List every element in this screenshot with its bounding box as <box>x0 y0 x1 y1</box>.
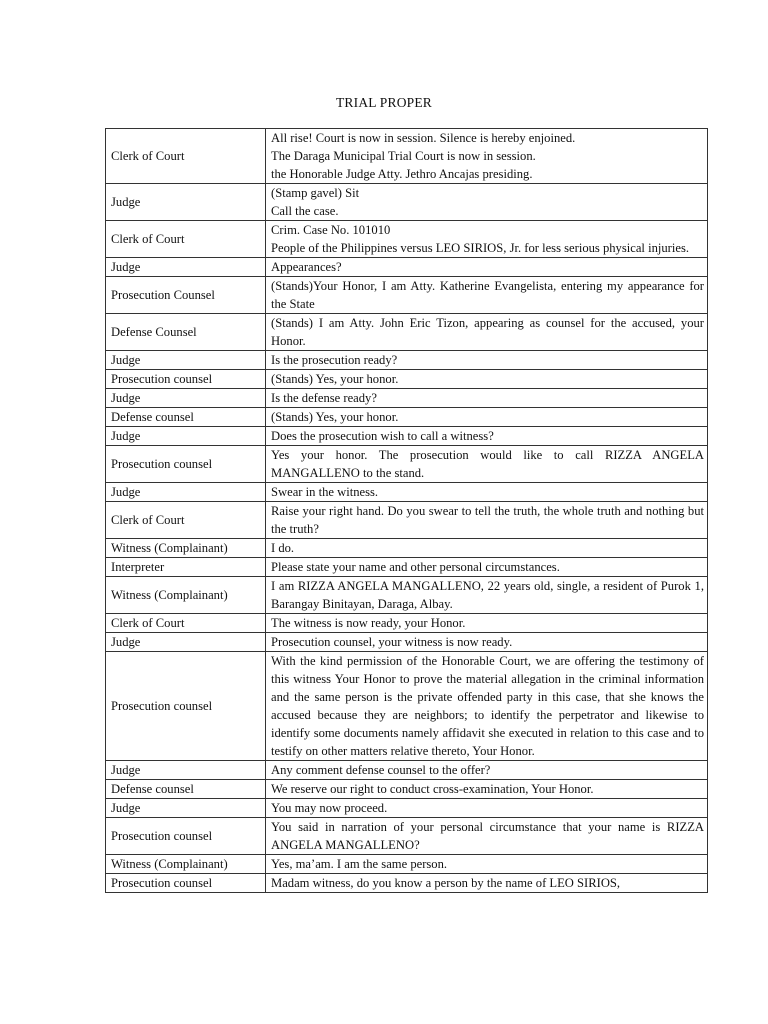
dialogue-cell <box>266 799 708 818</box>
dialogue-line: Swear in the witness. <box>271 485 379 499</box>
speaker-cell: Prosecution counsel <box>106 370 266 389</box>
dialogue-cell <box>266 314 708 351</box>
dialogue-line: (Stands) Yes, your honor. <box>271 372 399 386</box>
script-row <box>106 818 708 855</box>
script-row <box>106 577 708 614</box>
script-row <box>106 855 708 874</box>
dialogue-line: I do. <box>271 541 295 555</box>
speaker-cell: Judge <box>106 799 266 818</box>
dialogue-cell <box>266 129 708 184</box>
dialogue-line: Madam witness, do you know a person by the name of LEO SIRIOS, <box>271 876 621 890</box>
speaker-cell: Judge <box>106 389 266 408</box>
dialogue-line: The Daraga Municipal Trial Court is now in session. <box>271 149 536 163</box>
trial-script-body <box>106 129 708 893</box>
speaker-cell: Prosecution Counsel <box>106 277 266 314</box>
script-row <box>106 351 708 370</box>
script-row <box>106 389 708 408</box>
dialogue-line: The witness is now ready, your Honor. <box>271 616 466 630</box>
dialogue-cell <box>266 614 708 633</box>
dialogue-cell <box>266 633 708 652</box>
speaker-cell: Clerk of Court <box>106 614 266 633</box>
dialogue-line: Crim. Case No. 101010 <box>271 223 391 237</box>
dialogue-line: I am RIZZA ANGELA MANGALLENO, 22 years old, single, a resident of Purok 1, Barangay Binitayan, Daraga, Albay. <box>271 579 704 611</box>
dialogue-line: Yes, ma’am. I am the same person. <box>271 857 448 871</box>
script-row <box>106 761 708 780</box>
script-row <box>106 221 708 258</box>
speaker-cell: Defense Counsel <box>106 314 266 351</box>
dialogue-line: People of the Philippines versus LEO SIRIOS, Jr. for less serious physical injuries. <box>271 241 690 255</box>
speaker-cell: Interpreter <box>106 558 266 577</box>
script-row <box>106 427 708 446</box>
speaker-cell: Judge <box>106 184 266 221</box>
dialogue-cell <box>266 389 708 408</box>
speaker-cell: Witness (Complainant) <box>106 577 266 614</box>
speaker-cell: Judge <box>106 761 266 780</box>
script-row <box>106 314 708 351</box>
dialogue-cell <box>266 874 708 893</box>
script-row <box>106 799 708 818</box>
script-row <box>106 483 708 502</box>
dialogue-cell <box>266 780 708 799</box>
dialogue-line: You said in narration of your personal circumstance that your name is RIZZA ANGELA MANGALLENO? <box>271 820 704 852</box>
speaker-cell: Defense counsel <box>106 408 266 427</box>
speaker-cell: Prosecution counsel <box>106 874 266 893</box>
speaker-cell: Prosecution counsel <box>106 818 266 855</box>
dialogue-line: Raise your right hand. Do you swear to tell the truth, the whole truth and nothing but the truth? <box>271 504 704 536</box>
speaker-cell: Prosecution counsel <box>106 446 266 483</box>
script-row <box>106 502 708 539</box>
trial-script-table <box>105 128 708 893</box>
dialogue-line: Prosecution counsel, your witness is now ready. <box>271 635 513 649</box>
dialogue-line: Any comment defense counsel to the offer? <box>271 763 491 777</box>
dialogue-line: (Stands) I am Atty. John Eric Tizon, appearing as counsel for the accused, your Honor. <box>271 316 704 348</box>
speaker-cell: Judge <box>106 427 266 446</box>
speaker-cell: Witness (Complainant) <box>106 855 266 874</box>
dialogue-line: All rise! Court is now in session. Silence is hereby enjoined. <box>271 131 576 145</box>
script-row <box>106 258 708 277</box>
script-row <box>106 539 708 558</box>
dialogue-cell <box>266 818 708 855</box>
dialogue-cell <box>266 277 708 314</box>
script-row <box>106 780 708 799</box>
dialogue-line: (Stamp gavel) Sit <box>271 186 360 200</box>
dialogue-cell <box>266 539 708 558</box>
dialogue-cell <box>266 855 708 874</box>
dialogue-cell <box>266 761 708 780</box>
dialogue-cell <box>266 577 708 614</box>
speaker-cell: Clerk of Court <box>106 221 266 258</box>
dialogue-line: (Stands) Yes, your honor. <box>271 410 399 424</box>
dialogue-line: With the kind permission of the Honorable Court, we are offering the testimony of this witness Your Honor to prove the material allegation in the criminal information and the same person is the private offended party in this case, that she knows the accused because they are neighbors; to identify the perpetrator and likewise to identify some documents namely affidavit she executed in relation to this case and to testify on other matters relative thereto, Your Honor. <box>271 654 704 758</box>
dialogue-line: Appearances? <box>271 260 342 274</box>
speaker-cell: Judge <box>106 351 266 370</box>
dialogue-line: (Stands)Your Honor, I am Atty. Katherine Evangelista, entering my appearance for the State <box>271 279 704 311</box>
dialogue-cell <box>266 652 708 761</box>
script-row <box>106 370 708 389</box>
dialogue-cell <box>266 258 708 277</box>
dialogue-line: Yes your honor. The prosecution would like to call RIZZA ANGELA MANGALLENO to the stand. <box>271 448 704 480</box>
dialogue-cell <box>266 370 708 389</box>
speaker-cell: Clerk of Court <box>106 129 266 184</box>
speaker-cell: Judge <box>106 633 266 652</box>
script-row <box>106 874 708 893</box>
speaker-cell: Witness (Complainant) <box>106 539 266 558</box>
dialogue-line: Please state your name and other personal circumstances. <box>271 560 560 574</box>
script-row <box>106 614 708 633</box>
speaker-cell: Judge <box>106 258 266 277</box>
speaker-cell: Prosecution counsel <box>106 652 266 761</box>
dialogue-cell <box>266 221 708 258</box>
speaker-cell: Judge <box>106 483 266 502</box>
dialogue-line: You may now proceed. <box>271 801 388 815</box>
dialogue-cell <box>266 408 708 427</box>
speaker-cell: Defense counsel <box>106 780 266 799</box>
dialogue-cell <box>266 502 708 539</box>
script-row <box>106 408 708 427</box>
dialogue-line: Does the prosecution wish to call a witness? <box>271 429 494 443</box>
dialogue-line: We reserve our right to conduct cross-examination, Your Honor. <box>271 782 594 796</box>
script-row <box>106 184 708 221</box>
dialogue-line: the Honorable Judge Atty. Jethro Ancajas presiding. <box>271 167 533 181</box>
dialogue-cell <box>266 184 708 221</box>
dialogue-cell <box>266 427 708 446</box>
script-row <box>106 277 708 314</box>
page-title: TRIAL PROPER <box>335 95 433 110</box>
script-row <box>106 633 708 652</box>
dialogue-cell <box>266 483 708 502</box>
script-row <box>106 558 708 577</box>
dialogue-line: Is the defense ready? <box>271 391 377 405</box>
dialogue-cell <box>266 446 708 483</box>
script-row <box>106 652 708 761</box>
script-row <box>106 129 708 184</box>
script-row <box>106 446 708 483</box>
dialogue-cell <box>266 558 708 577</box>
dialogue-cell <box>266 351 708 370</box>
dialogue-line: Call the case. <box>271 204 339 218</box>
speaker-cell: Clerk of Court <box>106 502 266 539</box>
dialogue-line: Is the prosecution ready? <box>271 353 398 367</box>
